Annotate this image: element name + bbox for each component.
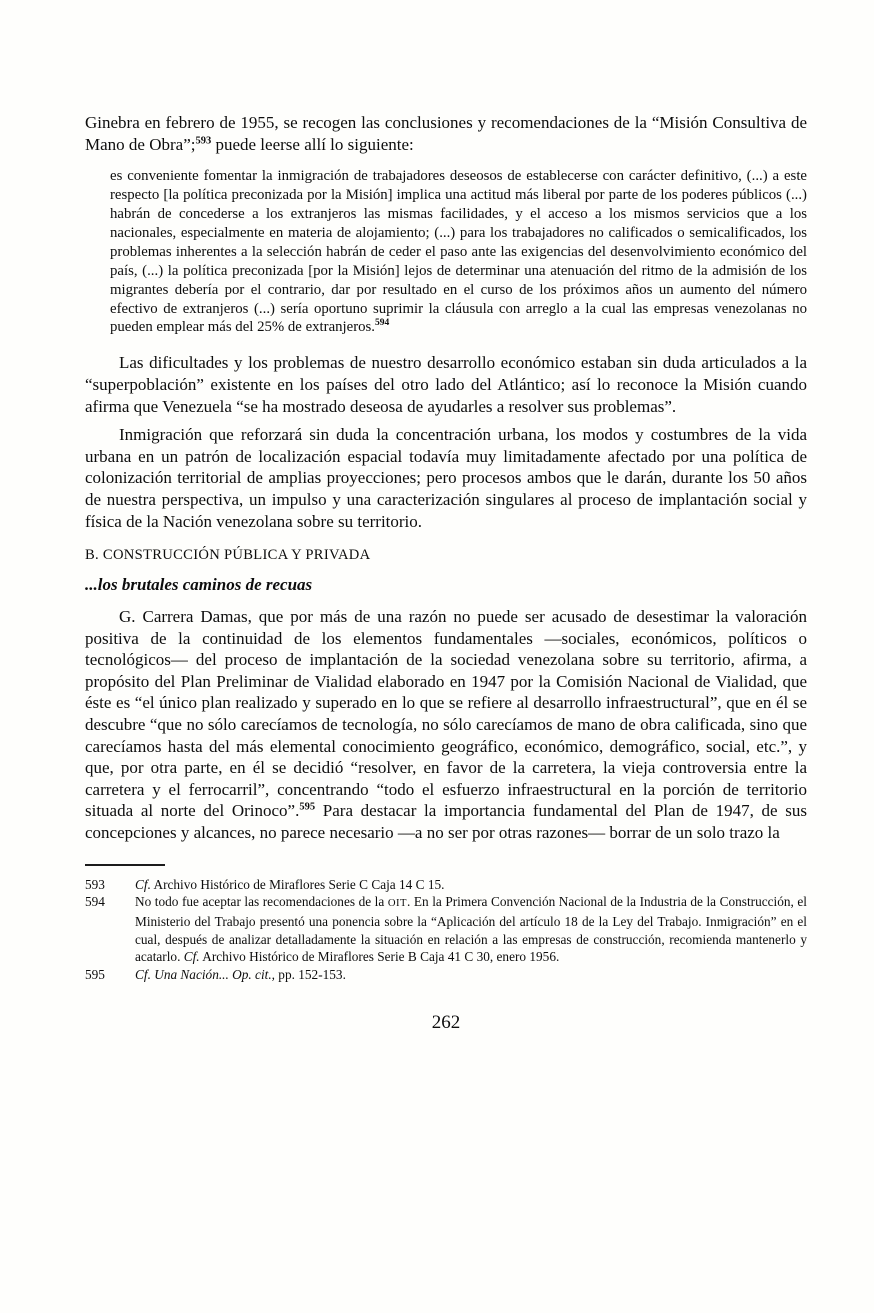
footnote-body: Archivo Histórico de Miraflores Serie C Caja 14 C 15. (150, 876, 445, 892)
footnote-body: No todo fue aceptar las recomendaciones de la (135, 894, 388, 910)
footnote-body: pp. 152-153. (274, 967, 346, 983)
paragraph-immigration: Inmigración que reforzará sin duda la concentración urbana, los modos y costumbres de la vida urbana en un patrón de localización espacial todavía muy limitadamente afectado por una política de colonización territorial de amplias proyecciones; pero procesos ambos que le darán, durante los 50 años de nuestra perspectiva, un impulso y una caracterización singulares al proceso de implantación social y física de la Nación venezolana sobre su territorio. (85, 425, 807, 531)
cf-abbreviation: Cf. (183, 949, 200, 965)
footnote-text (135, 966, 807, 984)
page-number: 262 (431, 1011, 461, 1033)
footnotes-section (85, 876, 807, 984)
citation-italic: Cf. Una Nación... Op. cit., (135, 967, 275, 983)
footnote-text (135, 893, 807, 966)
footnote-separator (85, 864, 165, 866)
intro-text: Ginebra en febrero de 1955, se recogen las conclusiones y recomendaciones de la “Misión Consultiva de Mano de Obra”; (85, 113, 807, 154)
footnote-ref-593: 593 (195, 134, 212, 146)
footnote-number: 595 (85, 967, 105, 983)
footnote-ref-595: 595 (299, 801, 316, 813)
footnote-595 (85, 966, 807, 984)
paragraph-difficulties: Las dificultades y los problemas de nuestro desarrollo económico estaban sin duda articulados a la “superpoblación” existente en los países del otro lado del Atlántico; así lo reconoce la Misión cuando afirma que Venezuela “se ha mostrado deseosa de ayudarles a resolver sus problemas”. (85, 353, 807, 416)
section-heading-construccion: B. CONSTRUCCIÓN PÚBLICA Y PRIVADA (85, 547, 371, 564)
footnote-body: . En la Primera Convención Nacional de la Industria de la Construcción, el Ministerio del Trabajo presentó una ponencia sobre la “Aplicación del artículo 18 de la Ley del Trabajo. Inmigración” en el cual, después de analizar detalladamente la situación en relación a las empresas de construcción, recomienda mantenerlo y acatarlo. (135, 894, 807, 965)
oit-acronym: OIT (387, 898, 408, 910)
footnote-ref-594: 594 (375, 318, 390, 329)
paragraph-intro (85, 112, 807, 155)
cf-abbreviation: Cf. (135, 876, 151, 892)
footnote-text (135, 876, 807, 894)
footnote-594 (85, 893, 807, 966)
quote-text: es conveniente fomentar la inmigración de trabajadores deseosos de establecerse con carácter definitivo, (...) a este respecto [la política preconizada por la Misión] implica una actitud más liberal por parte de los poderes públicos (...) habrán de concederse a los extranjeros las mismas facilidades, y el acceso a los mismos servicios que a los nacionales, especialmente en materia de alojamiento; (...) para los trabajadores no calificados o semicalificados, los problemas inherentes a la selección habrán de ceder el paso ante las exigencias del desenvolvimiento económico del país, (...) la política preconizada [por la Misión] lejos de determinar una atenuación del ritmo de la admisión de los migrantes debería por el contrario, dar por resultado en el curso de los próximos años un aumento del número efectivo de extranjeros (...) sería oportuno suprimir la cláusula con arreglo a la cual las empresas venezolanas no pueden emplear más del 25% de extranjeros. (110, 168, 807, 336)
carrera-text-continuation: Para destacar la importancia fundamental del Plan de 1947, de sus concepciones y alcances, no parece necesario —a no ser por otras razones— borrar de un solo trazo la (85, 801, 807, 843)
footnote-number: 594 (85, 894, 105, 910)
carrera-text: G. Carrera Damas, que por más de una razón no puede ser acusado de desestimar la valoración positiva de la continuidad de los elementos fundamentales —sociales, económicos, políticos o tecnológicos— del proceso de implantación de la sociedad venezolana sobre su territorio, afirma, a propósito del Plan Preliminar de Vialidad elaborado en 1947 por la Comisión Nacional de Vialidad, que éste es “el único plan realizado y superado en lo que se refiere al desarrollo infraestructural”, que en él se descubre “que no sólo carecíamos de tecnología, no sólo carecíamos de mano de obra calificada, sino que carecíamos hasta del más elemental conocimiento geográfico, económico, demográfico, social, etc.”, y que, por otra parte, en él se decidió “resolver, en favor de la carretera, la vieja controversia entre la carretera y el ferrocarril”, concentrando “todo el esfuerzo infraestructural en la porción de territorio situada al norte del Orinoco”. (85, 607, 807, 821)
footnote-593 (85, 876, 807, 894)
subheading-caminos-de-recuas: ...los brutales caminos de recuas (85, 575, 313, 595)
paragraph-carrera-damas (85, 606, 807, 844)
footnote-number: 593 (85, 876, 105, 892)
blockquote-mission-recommendations (110, 167, 807, 337)
intro-text-continuation: puede leerse allí lo siguiente: (211, 134, 414, 154)
footnote-body: Archivo Histórico de Miraflores Serie B Caja 41 C 30, enero 1956. (199, 949, 560, 965)
